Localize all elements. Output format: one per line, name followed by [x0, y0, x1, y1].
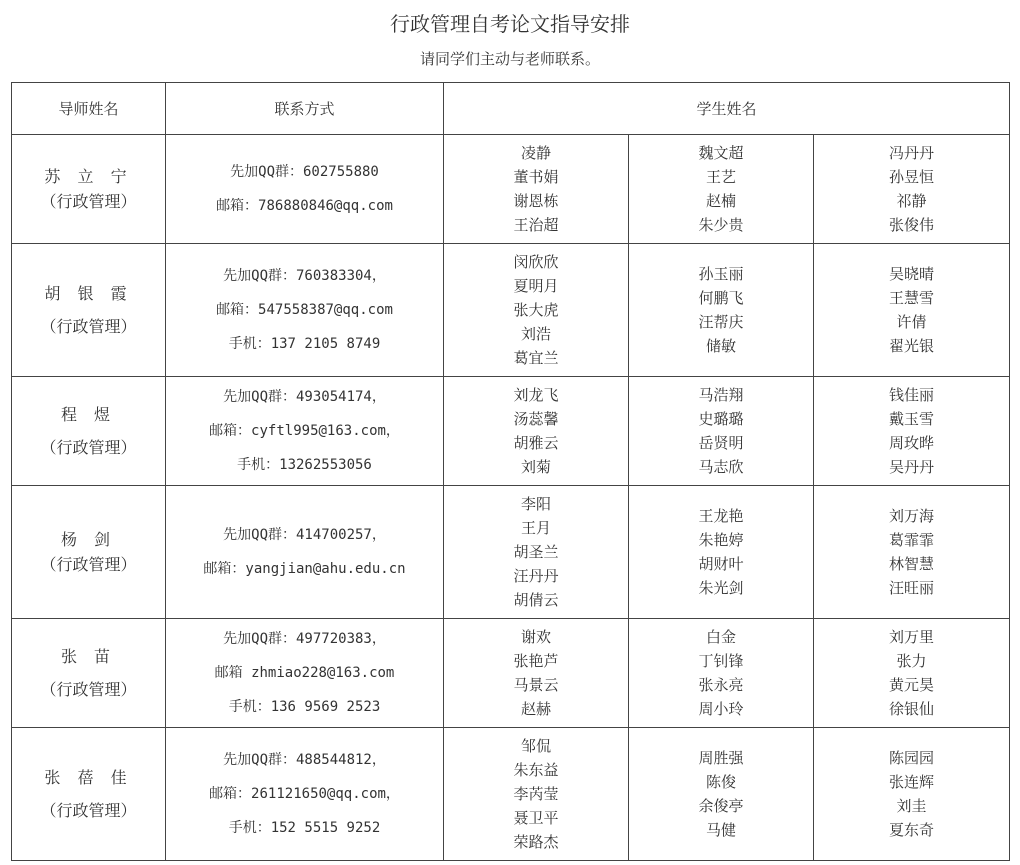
- contact-cell: [166, 728, 444, 861]
- student-name: 张俊伟: [889, 216, 935, 234]
- students-cell: [444, 619, 629, 728]
- teacher-cell: [12, 486, 166, 619]
- student-name: 朱东益: [513, 761, 559, 779]
- schedule-table: [11, 82, 1010, 861]
- table-row: [12, 377, 1010, 486]
- contact-line: 手机：152 5515 9252: [228, 820, 381, 836]
- student-name: 胡雅云: [513, 434, 559, 452]
- teacher-dept: （行政管理）: [40, 438, 137, 457]
- contact-line: 先加QQ群：497720383，: [223, 631, 386, 647]
- student-name: 黄元昊: [889, 676, 935, 694]
- teacher-name: 杨 剑: [60, 530, 117, 549]
- contact-cell: [166, 619, 444, 728]
- student-name: 凌静: [520, 144, 551, 162]
- student-name: 徐银仙: [889, 700, 935, 718]
- student-name: 夏明月: [513, 277, 559, 295]
- student-name: 夏东奇: [889, 821, 935, 839]
- students-cell: [629, 377, 814, 486]
- student-name: 刘龙飞: [513, 386, 559, 404]
- teacher-name: 苏 立 宁: [44, 167, 133, 186]
- student-name: 聂卫平: [513, 809, 559, 827]
- students-cell: [629, 619, 814, 728]
- contact-line: 手机：13262553056: [237, 457, 372, 473]
- student-name: 翟光银: [889, 337, 935, 355]
- contact-line: 手机：137 2105 8749: [228, 336, 381, 352]
- student-name: 吴丹丹: [889, 458, 935, 476]
- contact-line: 邮箱：cyftl995@163.com，: [209, 423, 400, 439]
- student-name: 赵赫: [520, 700, 551, 718]
- student-name: 汤蕊馨: [513, 410, 559, 428]
- contact-line: 邮箱：786880846@qq.com: [216, 198, 393, 214]
- student-name: 张大虎: [513, 301, 559, 319]
- teacher-dept: （行政管理）: [40, 192, 137, 211]
- students-cell: [814, 135, 1010, 244]
- student-name: 董书娟: [513, 168, 559, 186]
- student-name: 史璐璐: [698, 410, 744, 428]
- student-name: 王治超: [513, 216, 559, 234]
- teacher-dept: （行政管理）: [40, 801, 137, 820]
- teacher-dept: （行政管理）: [40, 317, 137, 336]
- students-cell: [629, 728, 814, 861]
- student-name: 李阳: [520, 495, 551, 513]
- student-name: 葛宜兰: [513, 349, 559, 367]
- student-name: 谢恩栋: [513, 192, 559, 210]
- student-name: 邹侃: [520, 737, 551, 755]
- header-teacher: 导师姓名: [12, 83, 166, 135]
- contact-line: 先加QQ群：602755880: [230, 164, 379, 180]
- student-name: 葛霏霏: [889, 531, 935, 549]
- student-name: 马健: [705, 821, 736, 839]
- contact-line: 先加QQ群：493054174，: [223, 389, 386, 405]
- student-name: 刘万海: [889, 507, 935, 525]
- student-name: 王龙艳: [698, 507, 744, 525]
- student-name: 汪帮庆: [698, 313, 744, 331]
- student-name: 朱光剑: [698, 579, 744, 597]
- student-name: 马浩翔: [698, 386, 744, 404]
- students-cell: [629, 244, 814, 377]
- students-cell: [814, 619, 1010, 728]
- student-name: 周玫晔: [889, 434, 935, 452]
- students-cell: [444, 377, 629, 486]
- students-cell: [444, 728, 629, 861]
- student-name: 吴晓晴: [889, 265, 935, 283]
- student-name: 荣路杰: [513, 833, 559, 851]
- header-row: [12, 83, 1010, 135]
- teacher-dept: （行政管理）: [40, 680, 137, 699]
- contact-cell: [166, 135, 444, 244]
- contact-cell: [166, 486, 444, 619]
- student-name: 马景云: [513, 676, 559, 694]
- student-name: 陈园园: [889, 749, 935, 767]
- student-name: 马志欣: [698, 458, 744, 476]
- student-name: 林智慧: [889, 555, 935, 573]
- teacher-cell: [12, 135, 166, 244]
- contact-line: 邮箱：261121650@qq.com，: [209, 786, 400, 802]
- contact-line: 先加QQ群：488544812，: [223, 752, 386, 768]
- student-name: 王艺: [705, 168, 736, 186]
- student-name: 张连辉: [889, 773, 935, 791]
- page-subtitle: 请同学们主动与老师联系。: [419, 50, 600, 68]
- students-cell: [444, 244, 629, 377]
- student-name: 王慧雪: [889, 289, 935, 307]
- teacher-cell: [12, 244, 166, 377]
- header-students: 学生姓名: [444, 83, 1010, 135]
- student-name: 张永亮: [698, 676, 744, 694]
- student-name: 白金: [705, 628, 736, 646]
- student-name: 胡圣兰: [513, 543, 559, 561]
- student-name: 赵楠: [705, 192, 736, 210]
- table-row: [12, 135, 1010, 244]
- student-name: 余俊亭: [698, 797, 744, 815]
- contact-cell: [166, 377, 444, 486]
- student-name: 戴玉雪: [889, 410, 935, 428]
- student-name: 李芮莹: [513, 785, 559, 803]
- student-name: 闵欣欣: [513, 253, 559, 271]
- teacher-cell: [12, 728, 166, 861]
- student-name: 周胜强: [698, 749, 744, 767]
- student-name: 魏文超: [698, 144, 744, 162]
- table-row: [12, 619, 1010, 728]
- teacher-cell: [12, 377, 166, 486]
- teacher-dept: （行政管理）: [40, 555, 137, 574]
- student-name: 丁钊锋: [698, 652, 744, 670]
- student-name: 孙玉丽: [698, 265, 744, 283]
- student-name: 朱艳婷: [698, 531, 744, 549]
- student-name: 张力: [896, 652, 927, 670]
- students-cell: [814, 728, 1010, 861]
- student-name: 储敏: [705, 337, 736, 355]
- students-cell: [814, 377, 1010, 486]
- teacher-name: 胡 银 霞: [44, 284, 133, 303]
- student-name: 陈俊: [705, 773, 736, 791]
- page-title: 行政管理自考论文指导安排: [390, 12, 630, 36]
- student-name: 祁静: [896, 192, 927, 210]
- students-cell: [444, 486, 629, 619]
- student-name: 胡财叶: [698, 555, 744, 573]
- table-row: [12, 244, 1010, 377]
- teacher-cell: [12, 619, 166, 728]
- students-cell: [629, 486, 814, 619]
- student-name: 刘菊: [520, 458, 551, 476]
- student-name: 周小玲: [698, 700, 744, 718]
- student-name: 朱少贵: [698, 216, 744, 234]
- student-name: 刘圭: [896, 797, 927, 815]
- student-name: 何鹏飞: [698, 289, 744, 307]
- student-name: 汪旺丽: [889, 579, 935, 597]
- student-name: 刘万里: [889, 628, 935, 646]
- students-cell: [629, 135, 814, 244]
- teacher-name: 张 蓓 佳: [44, 768, 133, 787]
- student-name: 汪丹丹: [513, 567, 559, 585]
- contact-cell: [166, 244, 444, 377]
- student-name: 冯丹丹: [889, 144, 935, 162]
- student-name: 钱佳丽: [889, 386, 935, 404]
- header-contact: 联系方式: [166, 83, 444, 135]
- student-name: 孙昱恒: [889, 168, 935, 186]
- contact-line: 邮箱 zhmiao228@163.com: [214, 665, 395, 681]
- table-row: [12, 486, 1010, 619]
- contact-line: 邮箱：547558387@qq.com: [216, 302, 393, 318]
- student-name: 胡倩云: [513, 591, 559, 609]
- teacher-name: 张 苗: [60, 647, 117, 666]
- contact-line: 邮箱：yangjian@ahu.edu.cn: [203, 561, 406, 577]
- student-name: 谢欢: [520, 628, 551, 646]
- students-cell: [814, 486, 1010, 619]
- student-name: 刘浩: [520, 325, 551, 343]
- contact-line: 先加QQ群：414700257，: [223, 527, 386, 543]
- students-cell: [444, 135, 629, 244]
- teacher-name: 程 煜: [60, 405, 117, 424]
- students-cell: [814, 244, 1010, 377]
- student-name: 王月: [520, 519, 551, 537]
- contact-line: 先加QQ群：760383304，: [223, 268, 386, 284]
- student-name: 岳贤明: [698, 434, 744, 452]
- contact-line: 手机：136 9569 2523: [228, 699, 381, 715]
- student-name: 张艳芦: [513, 652, 559, 670]
- table-row: [12, 728, 1010, 861]
- student-name: 许倩: [896, 313, 927, 331]
